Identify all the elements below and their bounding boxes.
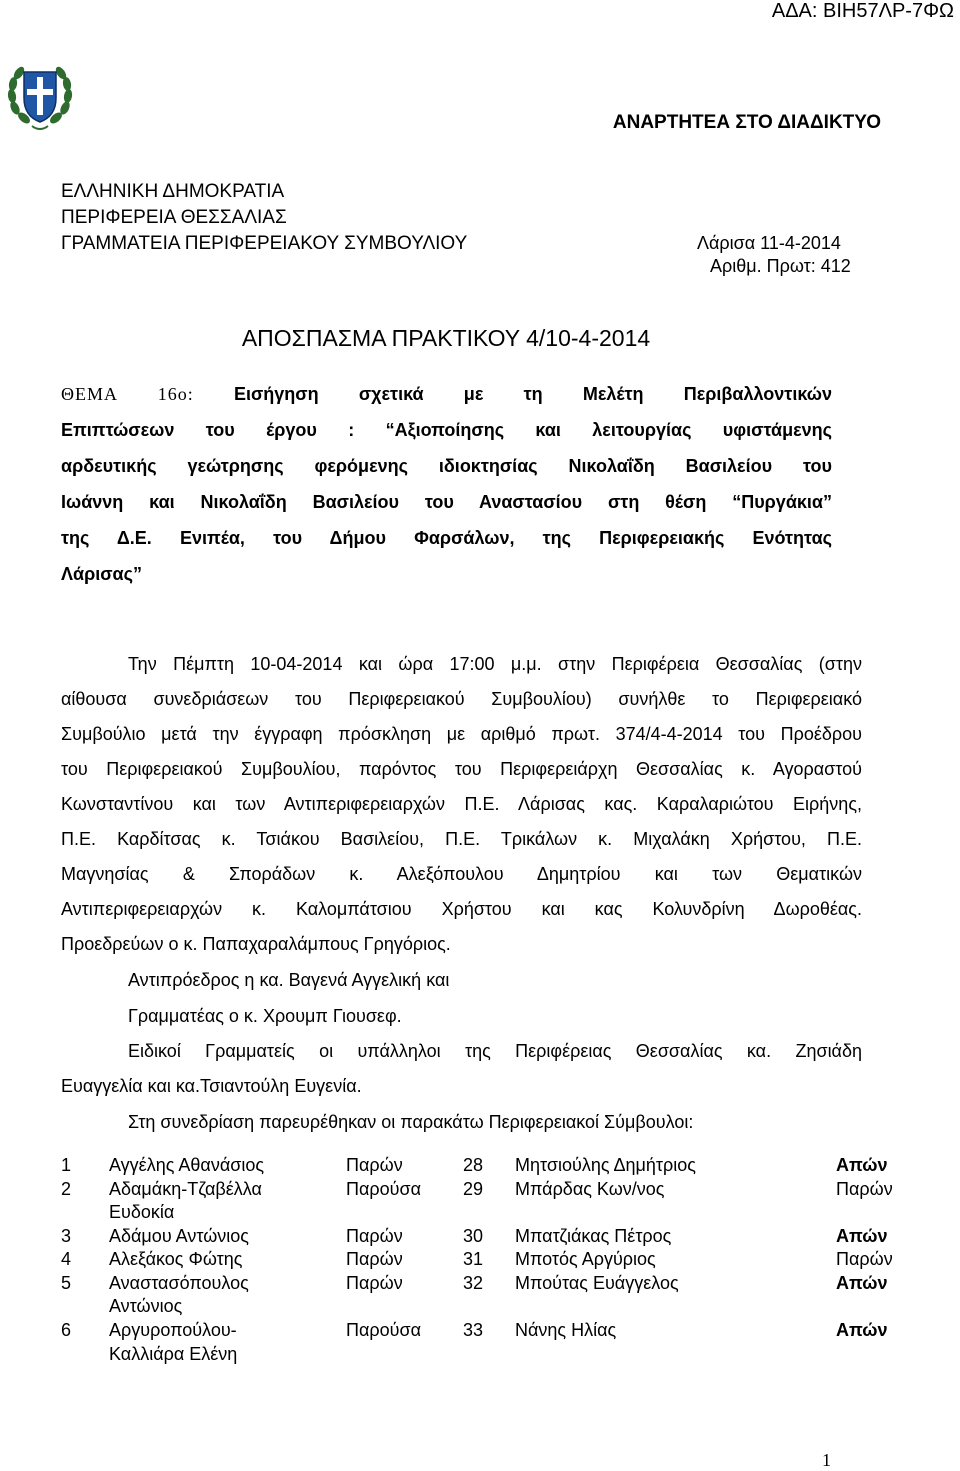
member-no: 29 [463,1179,484,1199]
subject-line-6: Λάρισας” [61,564,142,584]
body-line-3: Συμβούλιο μετά την έγγραφη πρόσκληση με αριθμό πρωτ. 374/4-4-2014 του Προέδρου [61,724,862,744]
member-name: Μητσιούλης Δημήτριος [515,1155,696,1175]
member-status: Παρούσα [346,1179,422,1199]
member-status: Απών [836,1226,888,1246]
subject-line-1 [61,384,832,405]
member-name-cont: Καλλιάρα Ελένη [109,1344,238,1364]
body-line-4: του Περιφερειακού Συμβουλίου, παρόντος του Περιφερειάρχη Θεσσαλίας κ. Αγοραστού [61,759,862,779]
member-status: Παρούσα [346,1320,422,1340]
member-name: Αδάμου Αντώνιος [109,1226,249,1246]
member-no: 4 [61,1249,72,1269]
org-line-2: ΠΕΡΙΦΕΡΕΙΑ ΘΕΣΣΑΛΙΑΣ [61,207,287,228]
member-name: Αναστασόπουλος [109,1273,249,1293]
body-line-1: Την Πέμπτη 10-04-2014 και ώρα 17:00 μ.μ. στην Περιφέρεια Θεσσαλίας (στην [128,654,862,674]
vice-president-line: Αντιπρόεδρος η κα. Βαγενά Αγγελική και [128,970,450,990]
thema-label: ΘΕΜΑ 16ο: [61,384,194,404]
special-secretaries-line-2: Ευαγγελία και κα.Τσιαντούλη Ευγενία. [61,1076,362,1096]
member-status: Απών [836,1320,888,1340]
protocol-number: Αριθμ. Πρωτ: 412 [710,256,851,276]
body-line-7: Μαγνησίας & Σποράδων κ. Αλεξόπουλου Δημητρίου και των Θεματικών [61,864,862,884]
subject-line-3: αρδευτικής γεώτρησης φερόμενης ιδιοκτησίας Νικολαΐδη Βασιλείου του [61,456,832,476]
member-status: Απών [836,1155,888,1175]
member-no: 1 [61,1155,72,1175]
member-name-cont: Ευδοκία [109,1202,175,1222]
subject-text-1: Εισήγηση σχετικά με τη Μελέτη Περιβαλλοντικών [233,384,832,404]
subject-block [61,384,832,614]
member-name: Αγγέλης Αθανάσιος [109,1155,265,1175]
date-line: Λάρισα 11-4-2014 [697,233,841,253]
subject-line-2: Επιπτώσεων του έργου : “Αξιοποίησης και λειτουργίας υφιστάμενης [61,420,832,440]
body-line-2: αίθουσα συνεδριάσεων του Περιφερειακού Συμβουλίου) συνήλθε το Περιφερειακό [61,689,862,709]
page-title: ΑΠΟΣΠΑΣΜΑ ΠΡΑΚΤΙΚΟΥ 4/10-4-2014 [241,325,651,351]
member-name: Μπάρδας Κων/νος [515,1179,665,1199]
member-status: Παρών [346,1273,403,1293]
body-line-6: Π.Ε. Καρδίτσας κ. Τσιάκου Βασιλείου, Π.Ε. Τρικάλων κ. Μιχαλάκη Χρήστου, Π.Ε. [61,829,862,849]
member-status: Παρών [346,1226,403,1246]
member-no: 5 [61,1273,72,1293]
member-no: 6 [61,1320,72,1340]
member-no: 33 [463,1320,484,1340]
member-name: Μπούτας Ευάγγελος [515,1273,679,1293]
subject-line-5: της Δ.Ε. Ενιπέα, του Δήμου Φαρσάλων, της Περιφερειακής Ενότητας [61,528,832,548]
member-no: 28 [463,1155,484,1175]
member-name: Μπατζιάκας Πέτρος [515,1226,672,1246]
member-name-cont: Αντώνιος [109,1296,183,1316]
publish-note: ΑΝΑΡΤΗΤΕΑ ΣΤΟ ΔΙΑΔΙΚΤΥΟ [612,112,881,133]
body-line-8: Αντιπεριφερειαρχών κ. Καλομπάτσιου Χρήστου και κας Κολυνδρίνη Δωροθέας. [61,899,862,919]
org-line-1: ΕΛΛΗΝΙΚΗ ΔΗΜΟΚΡΑΤΙΑ [61,181,285,202]
member-status: Παρών [346,1249,403,1269]
member-status: Παρών [836,1179,893,1199]
member-name: Αλεξάκος Φώτης [109,1249,243,1269]
page-number: 1 [822,1450,831,1470]
member-name: Νάνης Ηλίας [515,1320,617,1340]
member-no: 2 [61,1179,72,1199]
org-line-3: ΓΡΑΜΜΑΤΕΙΑ ΠΕΡΙΦΕΡΕΙΑΚΟΥ ΣΥΜΒΟΥΛΙΟΥ [61,233,468,254]
member-name: Αδαμάκη-Τζαβέλλα [109,1179,262,1199]
special-secretaries-line-1: Ειδικοί Γραμματείς οι υπάλληλοι της Περιφέρειας Θεσσαλίας κα. Ζησιάδη [128,1041,862,1061]
member-name: Αργυροπούλου- [109,1320,237,1340]
member-no: 31 [463,1249,484,1269]
member-status: Παρών [346,1155,403,1175]
member-status: Απών [836,1273,888,1293]
body-line-5: Κωνσταντίνου και των Αντιπεριφερειαρχών Π.Ε. Λάρισας κας. Καραλαριώτου Ειρήνης, [61,794,862,814]
body-line-9: Προεδρεύων ο κ. Παπαχαραλάμπους Γρηγόριος. [61,934,451,954]
greek-emblem-icon [6,58,74,134]
member-no: 3 [61,1226,72,1246]
member-name: Μποτός Αργύριος [515,1249,656,1269]
member-status: Παρών [836,1249,893,1269]
member-no: 30 [463,1226,484,1246]
secretary-line: Γραμματέας ο κ. Χρουμπ Γιουσεφ. [128,1006,402,1026]
subject-line-4: Ιωάννη και Νικολαΐδη Βασιλείου του Αναστασίου στη θέση “Πυργάκια” [61,492,832,512]
member-no: 32 [463,1273,484,1293]
ada-code: ΑΔΑ: ΒΙΗ57ΛΡ-7ΦΩ [771,0,954,22]
attendance-intro: Στη συνεδρίαση παρευρέθηκαν οι παρακάτω Περιφερειακοί Σύμβουλοι: [128,1112,694,1132]
